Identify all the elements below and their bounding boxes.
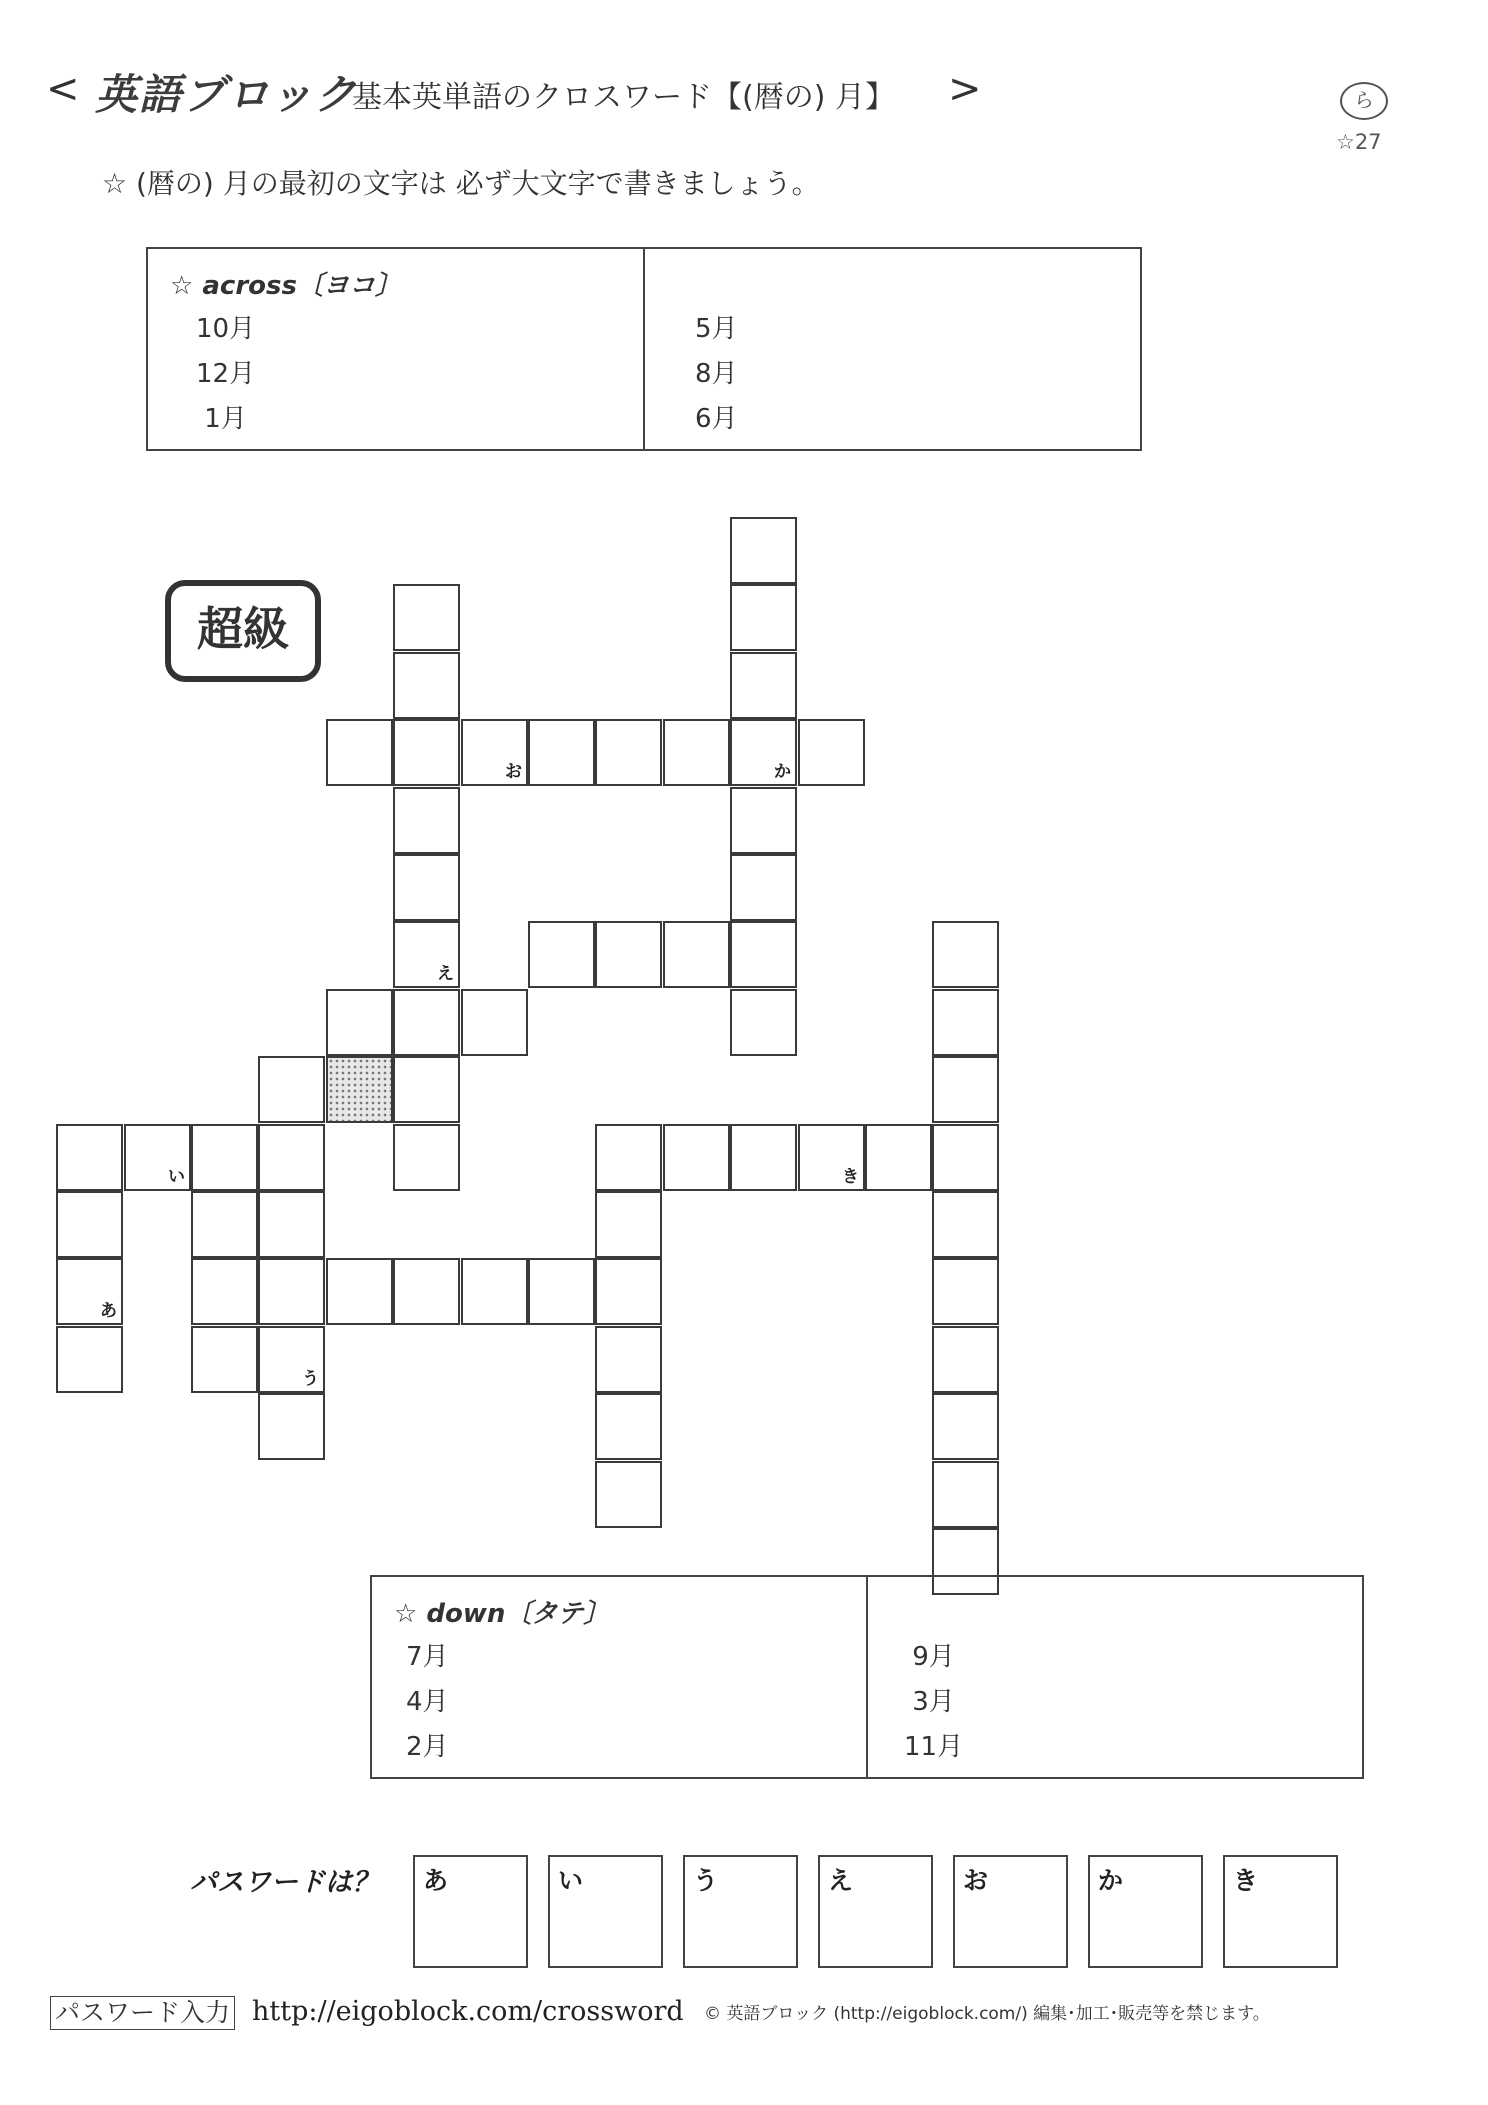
grid-cell[interactable] [393, 719, 460, 786]
across-heading: ☆ across〔ヨコ〕 [170, 271, 401, 301]
grid-cell[interactable] [663, 1124, 730, 1191]
password-slot-label: う [693, 1866, 719, 1895]
grid-cell[interactable] [393, 787, 460, 854]
password-slot-label: い [558, 1866, 584, 1895]
grid-cell[interactable] [258, 1258, 325, 1325]
down-left-list [406, 1635, 449, 1770]
header-open-bracket: < [46, 66, 80, 112]
copyright-notice: © 英語ブロック (http://eigoblock.com/) 編集･加工･販売等を禁じます。 [704, 2004, 1270, 2024]
password-slot[interactable] [413, 1855, 528, 1968]
grid-cell[interactable] [56, 1191, 123, 1258]
clue-item: 9月 [904, 1642, 955, 1672]
grid-cell[interactable] [865, 1124, 932, 1191]
grid-cell[interactable] [595, 921, 662, 988]
grid-cell[interactable] [730, 1124, 797, 1191]
grid-cell[interactable] [730, 584, 797, 651]
grid-cell[interactable] [56, 1326, 123, 1393]
grid-cell[interactable] [326, 1258, 393, 1325]
grid-cell[interactable] [124, 1124, 191, 1191]
level-code: ☆27 [1336, 130, 1382, 154]
grid-cell[interactable] [258, 1393, 325, 1460]
password-slot[interactable] [548, 1855, 663, 1968]
grid-cell[interactable] [393, 584, 460, 651]
down-right-column [866, 1577, 1362, 1777]
password-label: パスワードは？ [190, 1867, 379, 1898]
grid-cell[interactable] [326, 719, 393, 786]
grid-cell[interactable] [932, 1056, 999, 1123]
password-slot-label: き [1233, 1866, 1259, 1895]
face-icon: ら [1340, 82, 1388, 120]
password-slot-label: あ [423, 1866, 449, 1895]
grid-cell[interactable] [595, 1258, 662, 1325]
grid-cell[interactable] [663, 719, 730, 786]
password-entry-label: パスワード入力 [50, 1996, 235, 2030]
clue-item: 3月 [904, 1687, 955, 1717]
grid-cell[interactable] [730, 854, 797, 921]
clue-item: 4月 [406, 1687, 449, 1717]
grid-cell[interactable] [663, 921, 730, 988]
grid-cell[interactable] [595, 719, 662, 786]
down-heading: ☆ down〔タテ〕 [394, 1599, 610, 1629]
password-slot[interactable] [818, 1855, 933, 1968]
grid-cell[interactable] [258, 1056, 325, 1123]
cell-password-mark: い [168, 1167, 185, 1187]
down-left-column [372, 1577, 866, 1777]
header-close-bracket: > [948, 66, 982, 112]
grid-cell[interactable] [461, 989, 528, 1056]
grid-cell[interactable] [258, 1191, 325, 1258]
grid-cell[interactable] [730, 517, 797, 584]
password-slot-label: え [828, 1866, 854, 1895]
down-clue-box [370, 1575, 1364, 1779]
password-slot[interactable] [1088, 1855, 1203, 1968]
grid-cell[interactable] [393, 989, 460, 1056]
grid-cell[interactable] [730, 921, 797, 988]
grid-cell[interactable] [461, 719, 528, 786]
grid-cell[interactable] [798, 719, 865, 786]
grid-cell[interactable] [461, 1258, 528, 1325]
grid-cell[interactable] [932, 1461, 999, 1528]
clue-item: 1月 [196, 404, 247, 434]
down-right-list [904, 1635, 963, 1770]
password-slot-label: お [963, 1866, 989, 1895]
cell-password-mark: う [302, 1369, 319, 1389]
instruction-text: ☆ (暦の) 月の最初の文字は 必ず大文字で書きましょう。 [102, 167, 820, 200]
clue-item: 5月 [695, 314, 738, 344]
grid-cell[interactable] [56, 1124, 123, 1191]
grid-cell[interactable] [730, 652, 797, 719]
grid-cell[interactable] [730, 989, 797, 1056]
grid-cell[interactable] [393, 652, 460, 719]
grid-cell[interactable] [932, 989, 999, 1056]
grid-cell[interactable] [191, 1326, 258, 1393]
site-logo: 英語ブロック [95, 70, 359, 119]
grid-cell[interactable] [798, 1124, 865, 1191]
clue-item: 10月 [196, 314, 256, 344]
grid-cell[interactable] [595, 1191, 662, 1258]
password-slot[interactable] [1223, 1855, 1338, 1968]
shaded-cell [326, 1056, 393, 1123]
cell-password-mark: お [505, 762, 522, 782]
grid-cell[interactable] [393, 1258, 460, 1325]
grid-cell[interactable] [730, 719, 797, 786]
grid-cell[interactable] [191, 1258, 258, 1325]
grid-cell[interactable] [393, 921, 460, 988]
grid-cell[interactable] [191, 1124, 258, 1191]
grid-cell[interactable] [932, 1124, 999, 1191]
grid-cell[interactable] [595, 1124, 662, 1191]
clue-item: 8月 [695, 359, 738, 389]
clue-item: 2月 [406, 1732, 449, 1762]
cell-password-mark: え [437, 964, 454, 984]
clue-item: 11月 [904, 1732, 964, 1762]
grid-cell[interactable] [595, 1393, 662, 1460]
page-title: 基本英単語のクロスワード【(暦の) 月】 [352, 80, 895, 115]
grid-cell[interactable] [932, 1326, 999, 1393]
grid-cell[interactable] [595, 1461, 662, 1528]
cell-password-mark: か [774, 762, 791, 782]
grid-cell[interactable] [56, 1258, 123, 1325]
grid-cell[interactable] [191, 1191, 258, 1258]
grid-cell[interactable] [393, 1124, 460, 1191]
grid-cell[interactable] [730, 787, 797, 854]
grid-cell[interactable] [932, 1191, 999, 1258]
grid-cell[interactable] [393, 1056, 460, 1123]
password-slot-label: か [1098, 1866, 1124, 1895]
clue-item: 12月 [196, 359, 256, 389]
grid-cell[interactable] [932, 1258, 999, 1325]
crossword-url-link[interactable]: http://eigoblock.com/crossword [252, 1996, 684, 2027]
grid-cell[interactable] [932, 921, 999, 988]
grid-cell[interactable] [528, 1258, 595, 1325]
grid-cell[interactable] [393, 854, 460, 921]
password-slot[interactable] [953, 1855, 1068, 1968]
grid-cell[interactable] [326, 989, 393, 1056]
grid-cell[interactable] [595, 1326, 662, 1393]
cell-password-mark: き [842, 1167, 859, 1187]
cell-password-mark: あ [100, 1301, 117, 1321]
difficulty-badge: 超級 [165, 580, 321, 682]
clue-item: 7月 [406, 1642, 449, 1672]
grid-cell[interactable] [932, 1393, 999, 1460]
clue-item: 6月 [695, 404, 738, 434]
grid-cell[interactable] [258, 1326, 325, 1393]
password-slot[interactable] [683, 1855, 798, 1968]
grid-cell[interactable] [528, 921, 595, 988]
grid-cell[interactable] [528, 719, 595, 786]
grid-cell[interactable] [258, 1124, 325, 1191]
